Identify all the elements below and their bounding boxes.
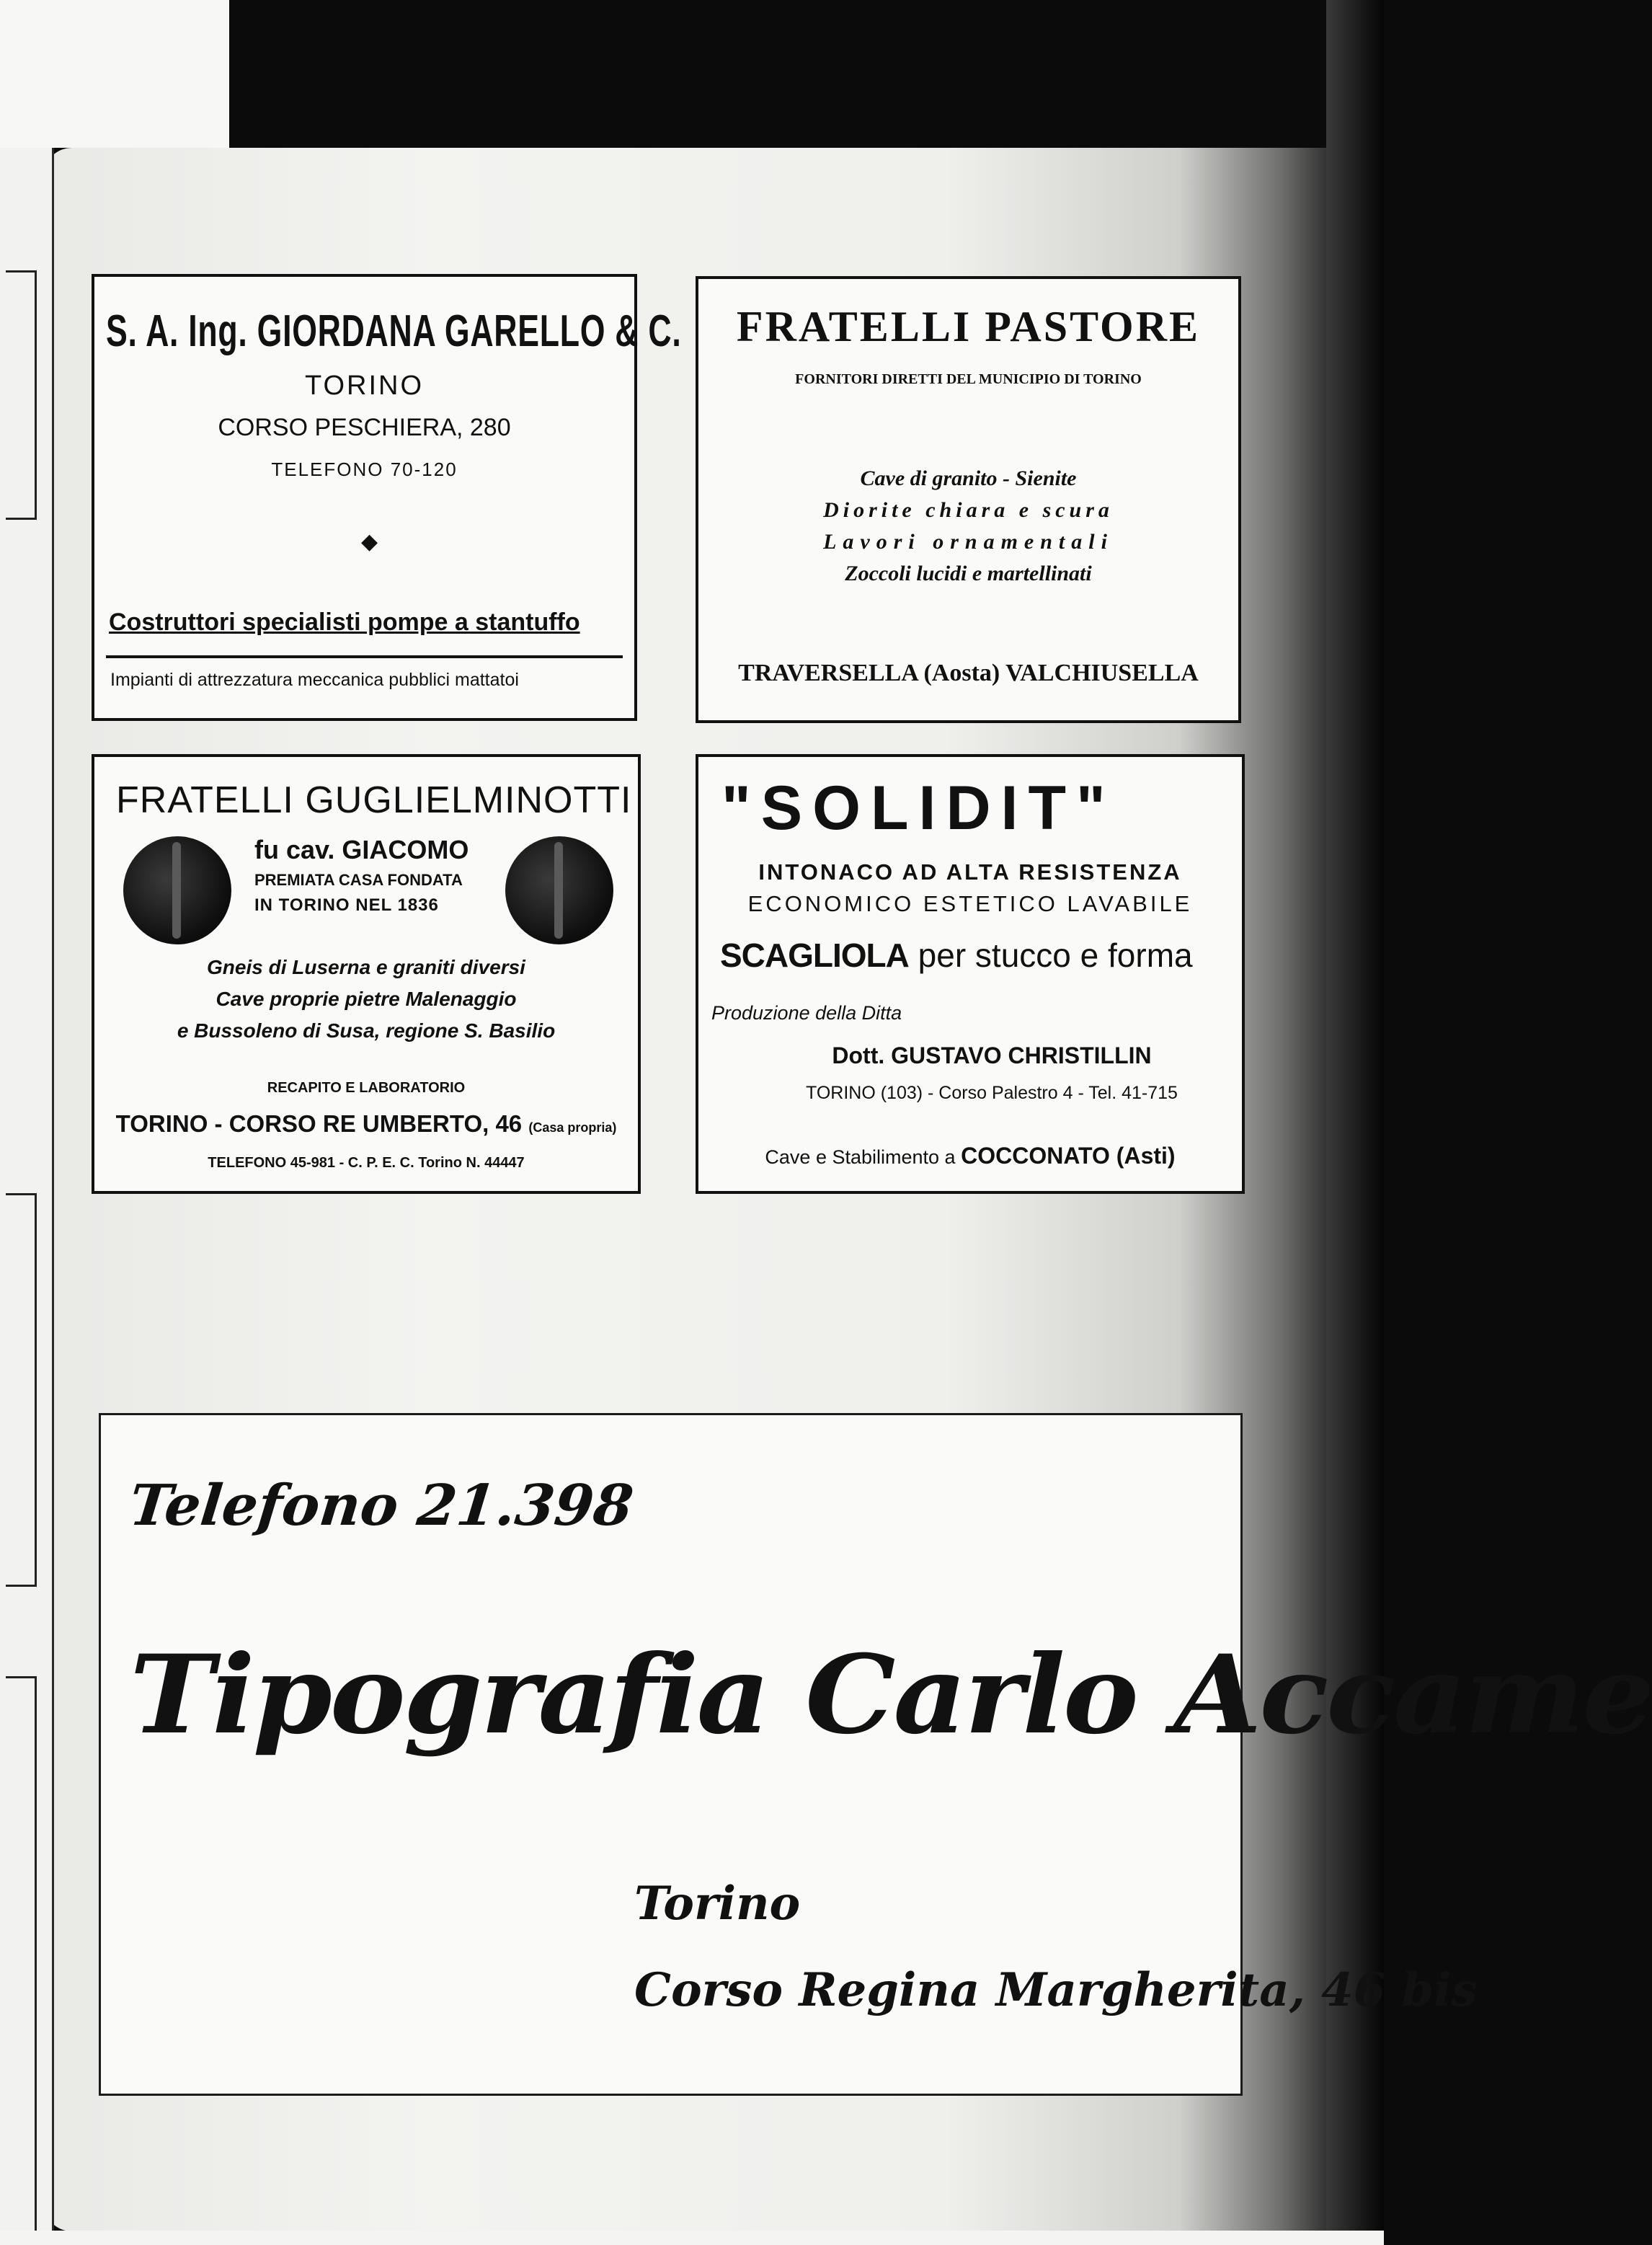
- ad-guglielminotti: [92, 754, 641, 1194]
- medal-icon: [123, 836, 231, 944]
- medal-icon: [505, 836, 613, 944]
- scan-margin-top-left: [0, 0, 229, 148]
- body-line: Cave di granito - Sienite: [860, 466, 1077, 490]
- ad-address: Corso Regina Margherita, 46 bis: [634, 1963, 1478, 2017]
- address-note: (Casa propria): [528, 1120, 617, 1135]
- ad-title: FRATELLI GUGLIELMINOTTI: [116, 779, 632, 821]
- ad-address: CORSO PESCHIERA, 280: [218, 414, 511, 441]
- address-text: TORINO - CORSO RE UMBERTO, 46: [115, 1110, 523, 1137]
- ad-address: [94, 1110, 638, 1138]
- body-line: Gneis di Luserna e graniti diversi: [207, 956, 525, 978]
- product-name: SCAGLIOLA: [720, 936, 909, 974]
- plant-prefix: Cave e Stabilimento a: [765, 1146, 956, 1168]
- ad-accame: [99, 1413, 1652, 2096]
- edge-box: [6, 1193, 37, 1587]
- body-line: e Bussoleno di Susa, regione S. Basilio: [177, 1019, 556, 1042]
- scan-shadow-right: [1326, 0, 1384, 2245]
- ad-subtitle: FORNITORI DIRETTI DEL MUNICIPIO DI TORINO: [795, 371, 1142, 387]
- diamond-ornament: ◆: [361, 530, 378, 554]
- ad-award-line: PREMIATA CASA FONDATA: [254, 871, 463, 889]
- ad-award-line: IN TORINO NEL 1836: [254, 895, 439, 915]
- ad-phone: TELEFONO 70-120: [271, 459, 458, 480]
- ad-title: Tipografia Carlo Accame: [130, 1631, 1652, 1758]
- body-line: Zoccoli lucidi e martellinati: [845, 562, 1092, 585]
- ad-founder: fu cav. GIACOMO: [254, 835, 469, 864]
- ad-product: [720, 936, 1193, 975]
- ad-services: Impianti di attrezzatura meccanica pubblici mattatoi: [110, 670, 519, 690]
- ad-garello: [92, 274, 682, 721]
- ad-maker: Dott. GUSTAVO CHRISTILLIN: [832, 1042, 1152, 1068]
- adjacent-page-edge: [0, 148, 54, 2245]
- ad-location: TRAVERSELLA (Aosta) VALCHIUSELLA: [738, 660, 1199, 686]
- divider: [106, 655, 623, 658]
- plant-place: COCCONATO (Asti): [961, 1143, 1176, 1169]
- ad-pastore: [696, 276, 1241, 723]
- ad-office-label: RECAPITO E LABORATORIO: [267, 1080, 466, 1096]
- ad-title: FRATELLI PASTORE: [736, 303, 1201, 350]
- scan-margin-bottom: [0, 2231, 1384, 2245]
- ad-phone: Telefono 21.398: [126, 1473, 636, 1538]
- ad-city: TORINO: [304, 371, 425, 401]
- ad-solidit: [696, 754, 1245, 1194]
- edge-box: [6, 270, 37, 520]
- body-line: Cave proprie pietre Malenaggio: [216, 988, 517, 1010]
- ad-title: "SOLIDIT": [721, 774, 1116, 843]
- ad-tagline: INTONACO AD ALTA RESISTENZA: [758, 859, 1182, 885]
- ad-title: S. A. Ing. GIORDANA GARELLO & C.: [106, 306, 682, 356]
- body-line: Diorite chiara e scura: [823, 498, 1114, 522]
- ad-phone: TELEFONO 45-981 - C. P. E. C. Torino N. 44447: [208, 1155, 525, 1171]
- ad-specialty: Costruttori specialisti pompe a stantuffo: [109, 608, 580, 636]
- ad-plant: [698, 1143, 1242, 1169]
- body-line: Lavori ornamentali: [823, 530, 1114, 554]
- ad-body-lines: [698, 463, 1238, 590]
- product-use: per stucco e forma: [918, 936, 1193, 974]
- edge-box: [6, 1676, 37, 2243]
- ad-maker-intro: Produzione della Ditta: [711, 1002, 902, 1024]
- ad-body-lines: [94, 952, 638, 1047]
- ad-city: Torino: [634, 1877, 801, 1931]
- ad-address: TORINO (103) - Corso Palestro 4 - Tel. 41-715: [806, 1083, 1178, 1103]
- ad-qualities: ECONOMICO ESTETICO LAVABILE: [747, 891, 1193, 916]
